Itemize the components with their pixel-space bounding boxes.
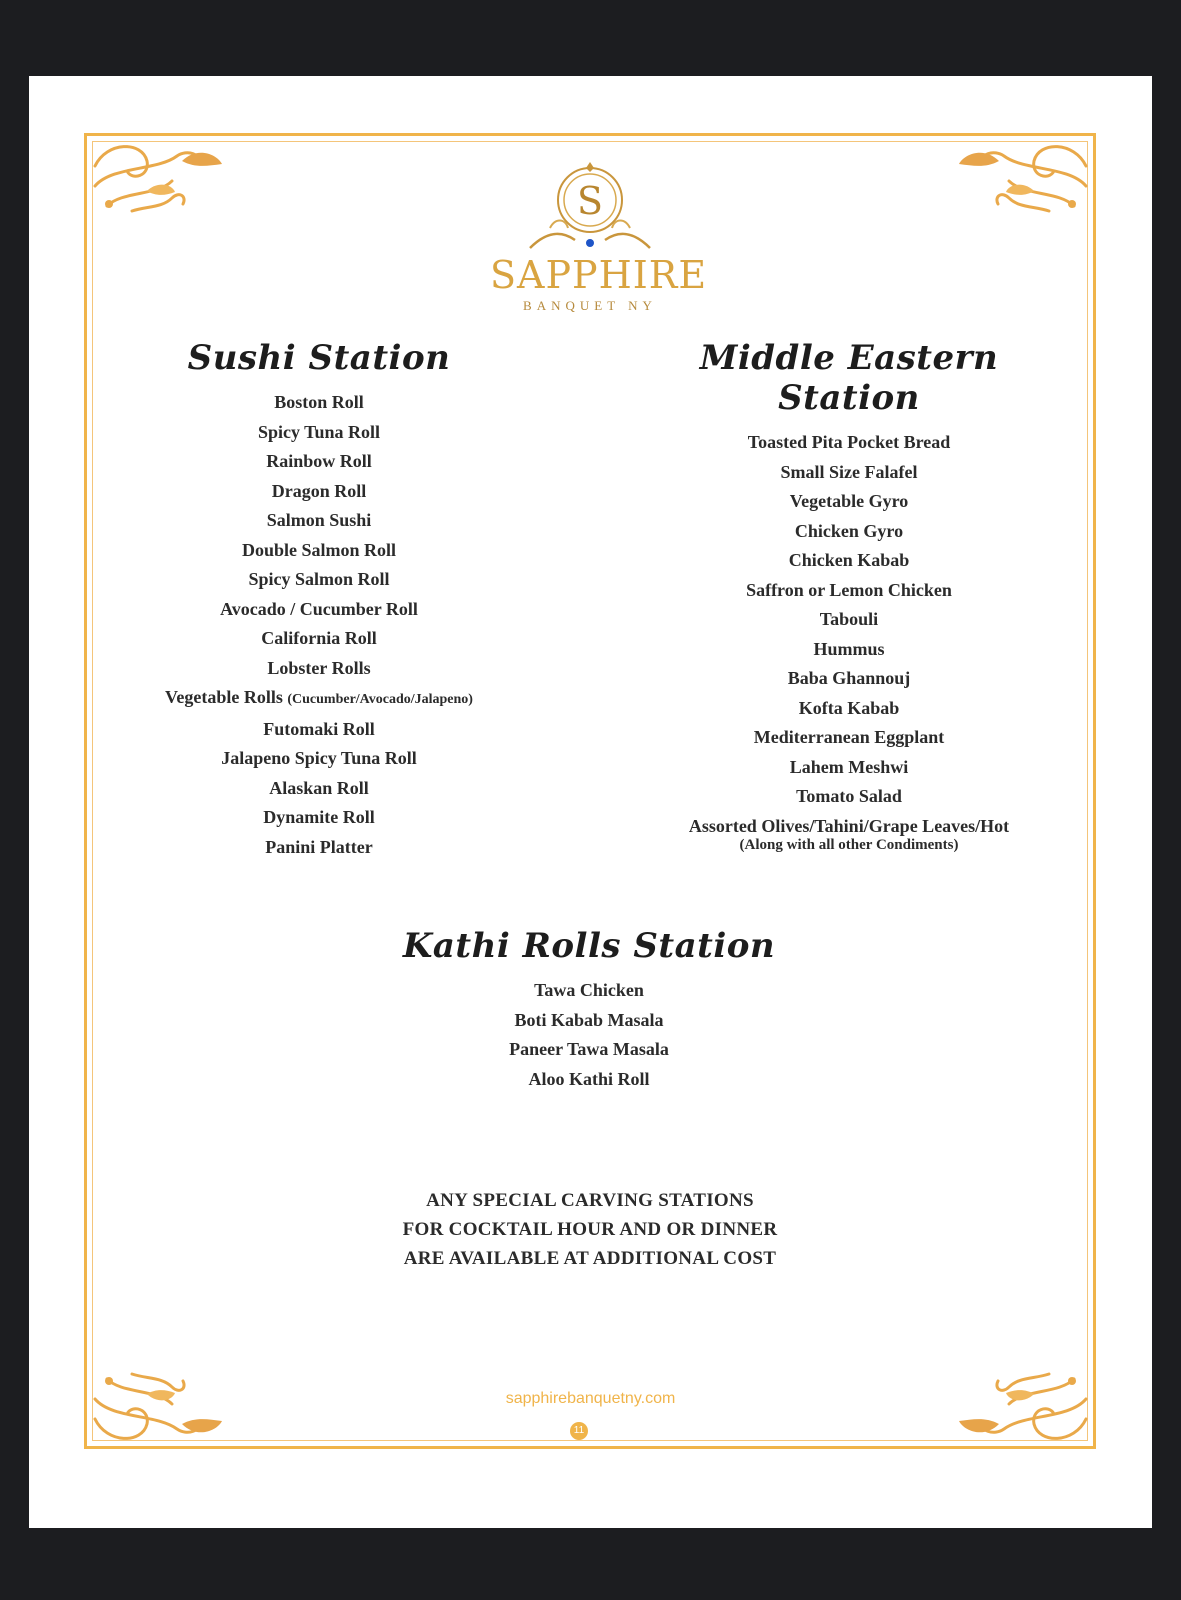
- menu-item: California Roll: [261, 628, 377, 648]
- menu-item: Spicy Salmon Roll: [248, 569, 390, 589]
- menu-item: Jalapeno Spicy Tuna Roll: [221, 748, 417, 768]
- menu-item: Chicken Kabab: [788, 550, 910, 570]
- menu-item: Boti Kabab Masala: [514, 1009, 664, 1030]
- condiments-note: (Along with all other Condiments): [739, 837, 959, 853]
- menu-item: Saffron or Lemon Chicken: [746, 579, 952, 600]
- ornament-corner-icon: [954, 136, 1094, 226]
- menu-item: Assorted Olives/Tahini/Grape Leaves/Hot: [688, 815, 1010, 836]
- brand-subtitle: BANQUET NY: [523, 298, 657, 313]
- menu-item: Dynamite Roll: [263, 807, 375, 827]
- menu-item: Dragon Roll: [271, 480, 367, 501]
- menu-item: Avocado / Cucumber Roll: [220, 598, 418, 619]
- menu-item: Tomato Salad: [796, 786, 902, 806]
- menu-item: Kofta Kabab: [798, 697, 900, 718]
- menu-item: Spicy Tuna Roll: [257, 421, 381, 442]
- brand-name: SAPPHIRE: [490, 253, 708, 297]
- menu-item-label: Vegetable Rolls: [165, 687, 283, 707]
- kathi-items: [389, 976, 789, 1094]
- footer-line: ARE AVAILABLE AT ADDITIONAL COST: [403, 1248, 777, 1269]
- kathi-station: [389, 926, 789, 1094]
- crest-logo-icon: [510, 158, 670, 258]
- menu-item: Lobster Rolls: [267, 657, 371, 678]
- menu-item: Toasted Pita Pocket Bread: [747, 432, 951, 452]
- middle-eastern-title: Middle Eastern Station: [699, 338, 999, 418]
- brand-logo: [490, 158, 708, 318]
- menu-item: Tawa Chicken: [534, 980, 644, 1000]
- sushi-items: [129, 388, 509, 862]
- menu-item: Chicken Gyro: [794, 520, 904, 541]
- middle-eastern-items: [629, 428, 1069, 841]
- menu-item: Hummus: [813, 638, 885, 659]
- menu-item: Paneer Tawa Masala: [509, 1039, 669, 1059]
- menu-item: Salmon Sushi: [266, 510, 372, 530]
- ornament-corner-icon: [87, 136, 227, 226]
- menu-item: Aloo Kathi Roll: [528, 1068, 650, 1089]
- kathi-station-title: Kathi Rolls Station: [402, 926, 776, 966]
- menu-item: Panini Platter: [265, 836, 373, 857]
- menu-item: Lahem Meshwi: [789, 756, 909, 777]
- menu-item-vegetable-rolls: [129, 683, 509, 715]
- middle-eastern-station: [629, 338, 1069, 853]
- menu-item: Alaskan Roll: [269, 777, 369, 798]
- menu-item: Boston Roll: [274, 392, 364, 412]
- menu-item: Futomaki Roll: [263, 718, 375, 739]
- footer-line: ANY SPECIAL CARVING STATIONS: [426, 1190, 754, 1211]
- menu-item: Double Salmon Roll: [241, 539, 397, 560]
- sushi-station: [129, 338, 509, 862]
- svg-text:S: S: [576, 179, 604, 223]
- website-link[interactable]: sapphirebanquetny.com: [505, 1390, 676, 1407]
- page-number: 11: [570, 1422, 588, 1440]
- menu-item: Tabouli: [819, 609, 879, 629]
- footer-line: FOR COCKTAIL HOUR AND OR DINNER: [402, 1219, 778, 1240]
- menu-item: Mediterranean Eggplant: [753, 727, 945, 747]
- menu-page: [29, 76, 1152, 1528]
- sushi-station-title: Sushi Station: [187, 338, 451, 378]
- menu-item-detail: (Cucumber/Avocado/Jalapeno): [287, 692, 473, 707]
- carving-stations-note: [290, 1186, 890, 1273]
- menu-item: Rainbow Roll: [266, 451, 372, 471]
- menu-item: Baba Ghannouj: [787, 668, 911, 688]
- menu-item: Small Size Falafel: [780, 461, 918, 482]
- menu-item: Vegetable Gyro: [789, 491, 909, 511]
